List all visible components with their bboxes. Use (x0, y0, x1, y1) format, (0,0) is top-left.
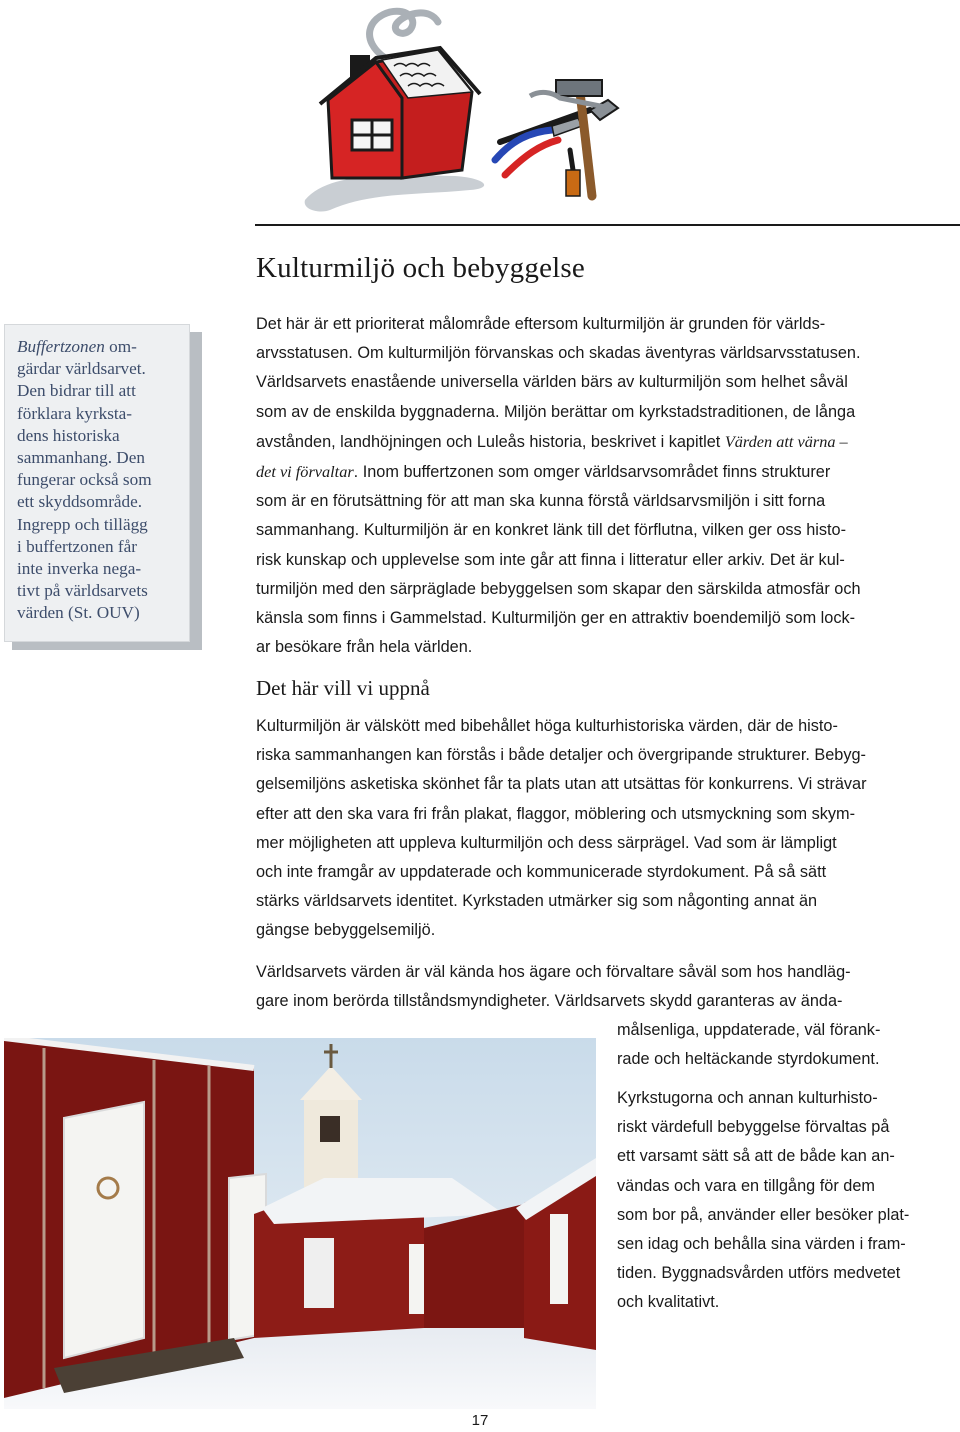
paragraph-line: gelsemiljöns asketiska skönhet får ta plats utan att utsättas för konkurrens. Vi strävar (256, 775, 867, 794)
sidebar-line: fungerar också som (17, 470, 152, 490)
paragraph-line: stärks världsarvets identitet. Kyrkstaden utmärker sig som någonting annat än (256, 892, 818, 911)
cottage-icon (320, 48, 480, 178)
intro-paragraph (256, 310, 861, 662)
sidebar-line: Ingrepp och tillägg (17, 514, 148, 534)
page-number: 17 (471, 1412, 489, 1429)
chapter-reference: det vi förvaltar (256, 462, 354, 482)
paragraph-line: Kulturmiljön är välskött med bibehållet höga kulturhistoriska värden, där de histo- (256, 717, 838, 735)
paragraph-line: gängse bebyggelsemiljö. (256, 921, 436, 940)
paragraph-line: risk kunskap och upplevelse som inte går att finna i litteratur eller arkiv. Det är kul- (256, 550, 845, 569)
paragraph-line: Världsarvets enastående universella världen bärs av kulturmiljön som helhet såväl (256, 373, 848, 392)
paragraph-line: turmiljön med den särpräglade bebyggelsen som skapar den särskilda atmosfär och (256, 579, 861, 598)
sidebar-line: Den bidrar till att (17, 381, 136, 401)
ground-shadow-icon (305, 175, 485, 211)
paragraph-line: avstånden, landhöjningen och Luleås historia, beskrivet i kapitlet Värden att värna – (256, 431, 848, 451)
page-title: Kulturmiljö och bebyggelse (256, 252, 585, 284)
paragraph-line: mer möjligheten att uppleva kulturmiljön och dess särprägel. Vad som är lämpligt (256, 833, 837, 852)
tools-icon (495, 80, 618, 196)
paragraph-line: riska sammanhangen kan förstås i både detaljer och övergripande strukturer. Bebyg- (256, 746, 866, 765)
sidebar-text (17, 336, 189, 625)
paragraph-line: tiden. Byggnadsvården utförs medvetet (617, 1264, 901, 1283)
paragraph-line: som av de enskilda byggnaderna. Miljön berättar om kyrkstadstraditionen, de långa (256, 402, 856, 421)
paragraph-line: gare inom berörda tillståndsmyndigheter. Världsarvets skydd garanteras av ända- (256, 992, 843, 1011)
paragraph-line: rade och heltäckande styrdokument. (617, 1050, 880, 1069)
sidebar-line: förklara kyrksta- (17, 403, 133, 423)
paragraph-line: Kyrkstugorna och annan kulturhisto- (617, 1089, 878, 1107)
goal-paragraph-2-continued (617, 1016, 880, 1074)
paragraph-line: det vi förvaltar. Inom buffertzonen som omger världsarvsområdet finns strukturer (256, 462, 831, 482)
sidebar-line: gärdar världsarvet. (17, 359, 146, 379)
paragraph-line: arvsstatusen. Om kulturmiljön förvanskas och skadas äventyras världsarvsstatusen. (256, 344, 861, 363)
header-rule (255, 224, 960, 226)
sidebar-line: sammanhang. Den (17, 448, 145, 468)
sidebar-line: i buffertzonen får (17, 536, 137, 556)
left-cottage-icon (4, 1038, 266, 1398)
paragraph-line: sen idag och behålla sina värden i fram- (617, 1235, 906, 1254)
paragraph-line: ar besökare från hela världen. (256, 638, 473, 657)
paragraph-line: riskt värdefull bebyggelse förvaltas på (617, 1118, 890, 1137)
sidebar-line: Buffertzonen om- (17, 337, 137, 356)
chapter-reference: Värden att värna – (724, 431, 848, 451)
paragraph-line: Det här är ett prioriterat målområde eftersom kulturmiljön är grunden för världs- (256, 315, 826, 333)
cottage-and-tools-illustration (290, 0, 650, 215)
section-heading: Det här vill vi uppnå (256, 676, 430, 700)
sidebar-line: dens historiska (17, 425, 120, 445)
paragraph-line: Världsarvets värden är väl kända hos ägare och förvaltare såväl som hos handläg- (256, 963, 851, 981)
sidebar-line: tivt på världsarvets (17, 581, 148, 601)
paragraph-line: ett varsamt sätt så att de både kan an- (617, 1147, 895, 1166)
goal-paragraph-2 (256, 958, 851, 1016)
paragraph-line: och kvalitativt. (617, 1293, 720, 1312)
middle-cottage-icon (254, 1178, 524, 1338)
paragraph-line: efter att den ska vara fri från plakat, flaggor, möblering och utsmyckning som skym- (256, 804, 856, 823)
goal-paragraph-3 (617, 1084, 909, 1318)
sidebar-line: värden (St. OUV) (17, 603, 140, 623)
paragraph-line: vändas och vara en tillgång för dem (617, 1176, 875, 1195)
paragraph-line: och inte framgår av uppdaterade och kommunicerade styrdokument. På så sätt (256, 863, 827, 882)
paragraph-line: sammanhang. Kulturmiljön är en konkret länk till det förflutna, vilken ger oss histo- (256, 521, 847, 540)
paragraph-line: som bor på, använder eller besöker plat- (617, 1205, 910, 1224)
church-town-photo (4, 1038, 596, 1409)
goal-paragraph-1 (256, 712, 867, 946)
sidebar-line: ett skyddsområde. (17, 492, 143, 512)
sidebar-line: inte inverka nega- (17, 559, 142, 579)
paragraph-line: som är en förutsättning för att man ska kunna förstå världsarvsmiljön i sitt forna (256, 492, 826, 511)
sidebar-term: Buffertzonen (17, 337, 105, 356)
paragraph-line: målsenliga, uppdaterade, väl förank- (617, 1021, 881, 1039)
paragraph-line: känsla som finns i Gammelstad. Kulturmiljön ger en attraktiv boendemiljö som lock- (256, 609, 856, 628)
